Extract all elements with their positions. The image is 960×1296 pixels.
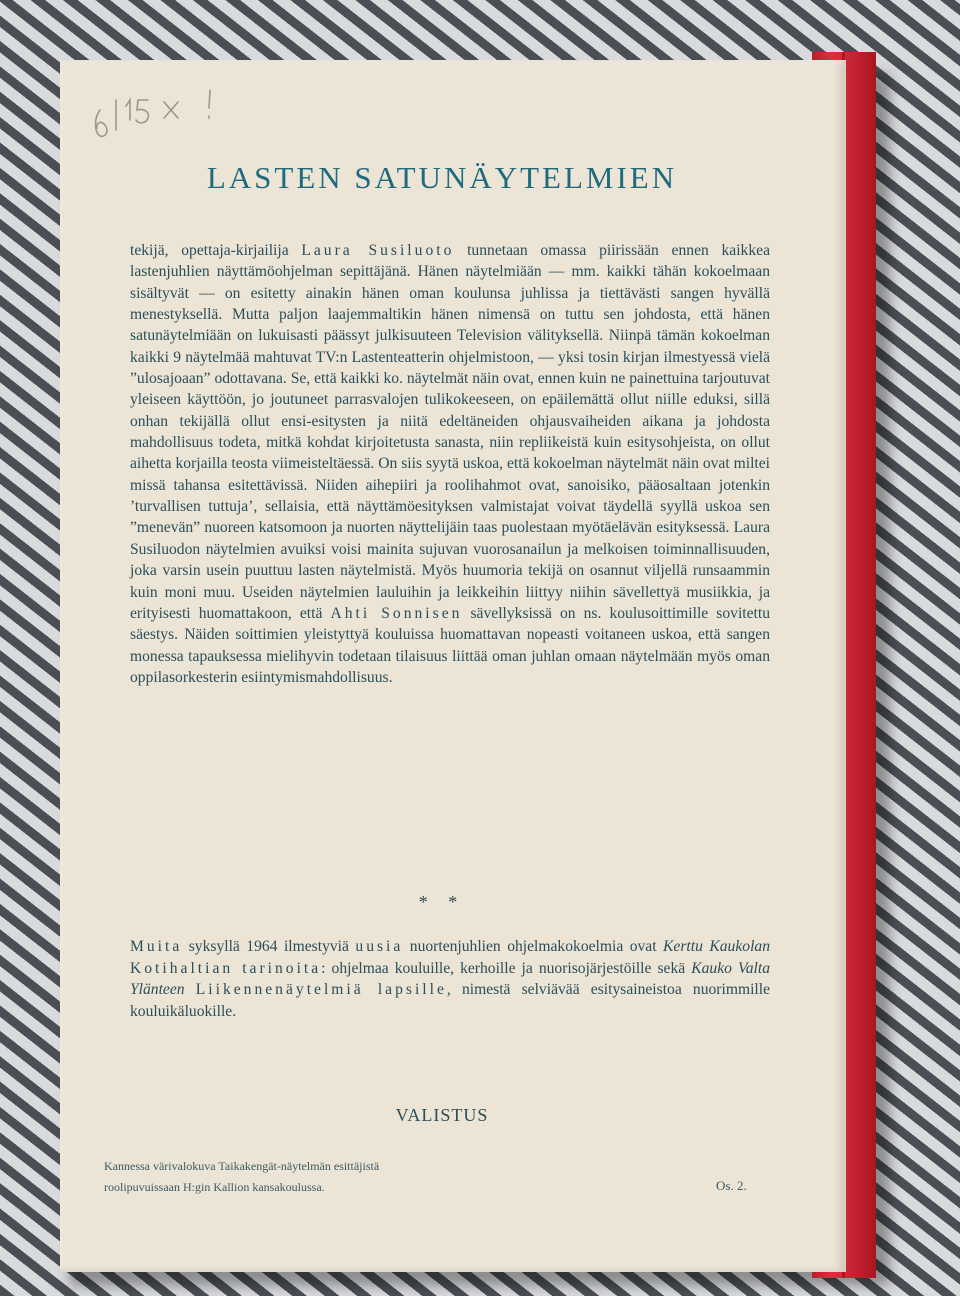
footer-text-2: nuortenjuhlien ohjelmakokoelmia ovat bbox=[403, 938, 664, 955]
cover-title: LASTEN SATUNÄYTELMIEN bbox=[206, 160, 678, 195]
caption-line-1: Kannessa värivalokuva Taikakengät-näytelmän esittäjistä bbox=[104, 1159, 380, 1173]
footer-muita: Muita bbox=[130, 938, 183, 955]
publisher-name: VALISTUS bbox=[395, 1105, 489, 1125]
edition-code: Os. 2. bbox=[716, 1178, 747, 1193]
footer-text-4: , nimestä selviävää esitysaineistoa nuorimmille kouluikäluokille. bbox=[130, 981, 771, 1020]
footer-author-1: Kerttu Kaukolan bbox=[663, 938, 770, 955]
paragraph-text-1: tekijä, opettaja-kirjailija bbox=[130, 242, 302, 259]
footer-book-1: Kotihaltian tarinoita bbox=[130, 959, 322, 977]
other-books-paragraph bbox=[130, 936, 770, 1022]
description-paragraph bbox=[130, 240, 770, 688]
footer-uusia: uusia bbox=[355, 938, 404, 955]
author-name: Laura Susiluoto bbox=[301, 242, 455, 259]
paragraph-text-2: tunnetaan omassa piirissään ennen kaikkea lastenjuhlien näyttämöohjelman sepittäjänä. Hänen näytelmiään — mm. kaikki tähän kokoelmaan sisältyvät — on esitetty ainakin hänen oman koulunsa juhlissa ja tiettävästi sangen hyvällä menestyksellä. Mutta paljon laajemmaltikin hänen nimensä on tuttu sen johdosta, että hänen satunäytelmiään on lukuisasti päässyt julkisuuteen Television välityksellä. Niinpä tämän kokoelman kaikki 9 näytelmää mahtuvat TV:n Lastenteatterin ohjelmistoon, — yksi tosin kirjan ilmestyessä vielä ”ulosajoaan” odottavana. Se, että kaikki ko. näytelmät näin ovat, ennen kuin ne painettuina tarjoutuvat yleiseen käyttöön, jo joutuneet parrasvalojen tulikokeeseen, on epäilemättä ollut niille eduksi, sillä onhan tekijällä ollut ensi-esitysten ja niitä edeltäneiden ohjausvaiheiden aikana ja johdosta mahdollisuus todeta, mitkä kohdat kirjoitetusta sanasta, niin repliikeistä kuin esitysohjeista, on ollut aihetta korjailla teosta viimeisteltäessä. On siis syytä uskoa, että kokoelman näytelmät näin ovat miltei missä tahansa esitettävissä. Niiden aihepiiri ja roolihahmot ovat, sanoisiko, pääosaltaan jotenkin ’turvallisen tuttuja’, sellaisia, että näyttämöesityksen valmistajat voivat täydellä syyllä uskoa sen ”menevän” nuoreen katsomoon ja nuorten näyttelijäin taas puolestaan myötäelävän esityksessä. Laura Susiluodon näytelmien avuiksi voisi mainita sujuvan vuorosanailun ja melkoisen toiminnallisuuden, joka varsin usein puuttuu lasten näytelmistä. Myös huumoria tekijä on osannut viljellä runsaammin kuin moni muu. Useiden näytelmien lauluihin ja leikkeihin liittyy niihin sävellettyä musiikkia, ja erityisesti huomattakoon, että bbox=[130, 242, 770, 622]
cover-photo-caption bbox=[104, 1156, 584, 1198]
composer-name: Ahti Sonnisen bbox=[330, 604, 463, 622]
pencil-handwriting bbox=[86, 80, 246, 150]
paragraph-text-3: sävellyksissä on ns. koulusoittimille sovitettu säestys. Näiden soittimien yleistyttyä kouluissa huomattavan nopeasti voitaneen uskoa, että sangen monessa tapauksessa mielihyvin todetaan tilaisuus liittää oman juhlan omaan näytelmään myös oman oppilasorkesterin esiintymismahdollisuus. bbox=[130, 604, 770, 686]
footer-author-2: Kauko Valta Ylänteen bbox=[130, 959, 771, 998]
footer-text-1: syksyllä 1964 ilmestyviä bbox=[182, 938, 356, 955]
section-separator: * * bbox=[418, 892, 466, 912]
caption-line-2: roolipuvuissaan H:gin Kallion kansakoulussa. bbox=[104, 1180, 325, 1194]
footer-text-3: : ohjelmaa kouluille, kerhoille ja nuorisojärjestöille sekä bbox=[321, 959, 692, 977]
footer-book-2: Liikennenäytelmiä lapsille bbox=[195, 981, 447, 998]
